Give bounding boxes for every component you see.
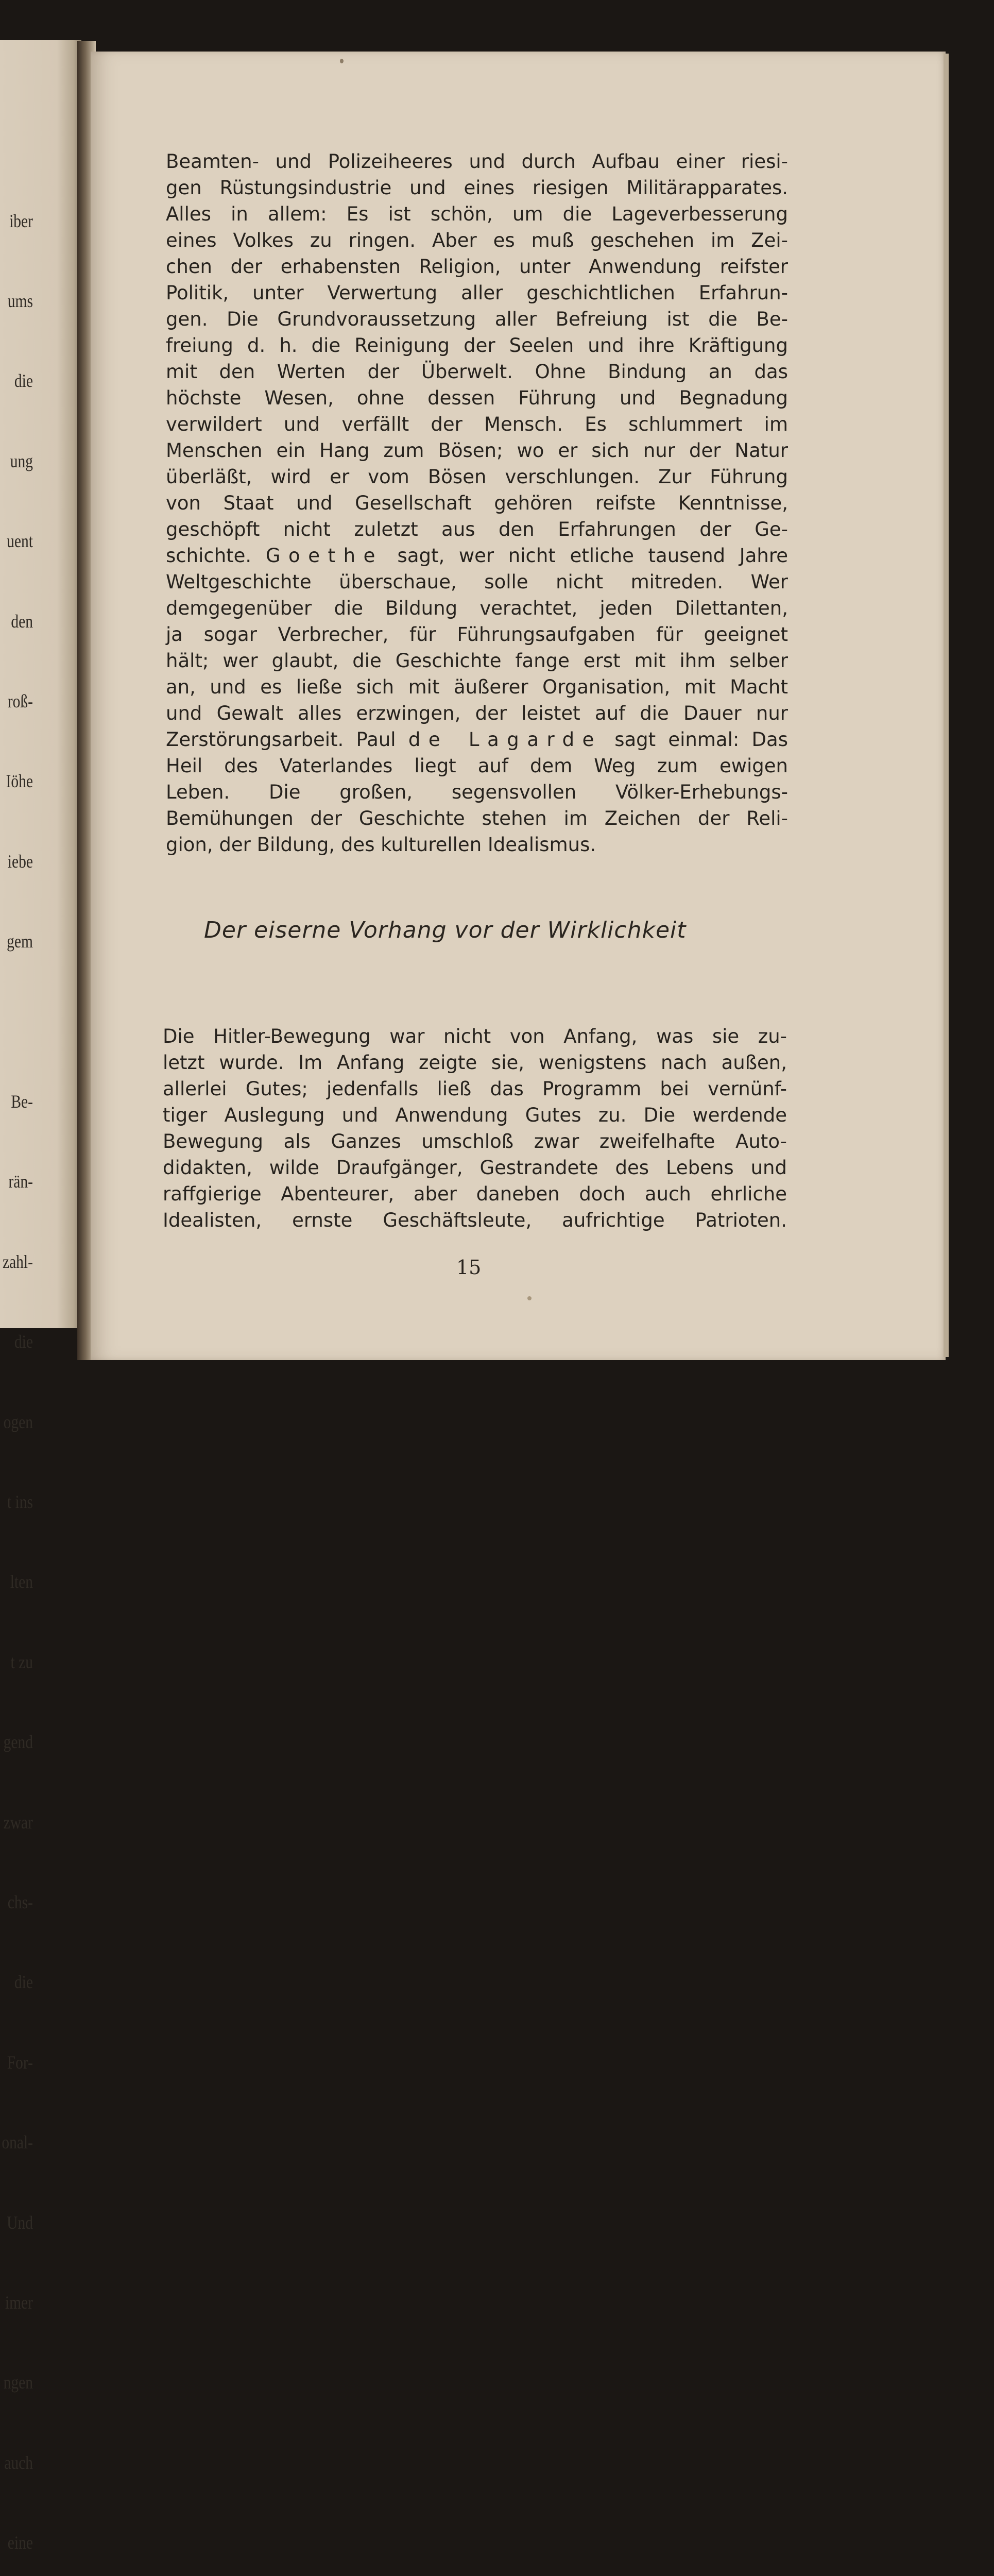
prev-fragment: die: [14, 370, 33, 392]
prev-fragment: ngen: [3, 2372, 33, 2393]
text-line: geschöpft nicht zuletzt aus den Erfahrungen der Ge-: [166, 518, 788, 540]
text-line: didakten, wilde Draufgänger, Gestrandete des Lebens und: [163, 1157, 787, 1179]
prev-fragment: eine: [7, 2532, 33, 2553]
previous-page-text: [2, 155, 33, 2576]
prev-fragment: ung: [10, 450, 33, 471]
text-line: demgegenüber die Bildung verachtet, jeden Dilettanten,: [166, 597, 788, 619]
prev-fragment: imer: [5, 2292, 33, 2313]
prev-fragment: Iöhe: [6, 771, 33, 792]
prev-fragment: die: [14, 1331, 33, 1352]
prev-fragment: roß-: [7, 690, 33, 711]
text-line: tiger Auslegung und Anwendung Gutes zu. Die werdende: [163, 1104, 787, 1126]
paper-speck: [527, 1296, 532, 1300]
line-end: sagt einmal: Das: [614, 728, 788, 751]
spaced-name-goethe: Goethe: [265, 545, 383, 567]
text-line: überläßt, wird er vom Bösen verschlungen. Zur Führung: [166, 466, 788, 488]
prev-fragment: t zu: [10, 1651, 33, 1672]
page-edge: [944, 54, 949, 1357]
book-page: [91, 52, 946, 1360]
text-line-goethe: [166, 543, 788, 569]
text-line: an, und es ließe sich mit äußerer Organisation, mit Macht: [166, 676, 788, 698]
text-line: letzt wurde. Im Anfang zeigte sie, wenigstens nach außen,: [163, 1052, 787, 1074]
prev-fragment: lten: [10, 1571, 33, 1592]
text-line: Leben. Die großen, segensvollen Völker-Erhebungs-: [166, 781, 788, 803]
prev-fragment: auch: [4, 2452, 33, 2473]
section-heading: Der eiserne Vorhang vor der Wirklichkeit: [204, 917, 687, 943]
prev-fragment: iber: [9, 210, 33, 231]
text-line: Alles in allem: Es ist schön, um die Lageverbesserung: [166, 203, 788, 225]
prev-fragment: zwar: [3, 1811, 33, 1833]
text-line: chen der erhabensten Religion, unter Anwendung reifster: [166, 256, 788, 278]
previous-page-edge: [0, 40, 81, 2553]
prev-fragment: gend: [3, 1732, 33, 1753]
prev-fragment: zahl-: [2, 1251, 33, 1272]
text-line: und Gewalt alles erzwingen, der leistet auf die Dauer nur: [166, 702, 788, 724]
prev-fragment: den: [11, 611, 33, 632]
text-line: Weltgeschichte überschaue, solle nicht mitreden. Wer: [166, 571, 788, 593]
prev-fragment: die: [14, 1972, 33, 1993]
prev-fragment: ums: [7, 290, 33, 311]
text-line: Heil des Vaterlandes liegt auf dem Weg zum ewigen: [166, 755, 788, 777]
paragraph-2: [163, 1023, 787, 1233]
text-line: Die Hitler-Bewegung war nicht von Anfang, was sie zu-: [163, 1025, 787, 1047]
text-line: Politik, unter Verwertung aller geschichtlichen Erfahrun-: [166, 282, 788, 304]
text-line-last: gion, der Bildung, des kulturellen Idealismus.: [166, 834, 596, 856]
paragraph-1: [166, 148, 788, 858]
line-start: Zerstörungsarbeit. Paul: [166, 728, 396, 751]
text-line: freiung d. h. die Reinigung der Seelen und ihre Kräftigung: [166, 334, 788, 357]
prev-fragment: gem: [7, 931, 33, 952]
paper-speck: [340, 59, 344, 63]
prev-fragment: iebe: [7, 851, 33, 872]
prev-fragment: For-: [7, 2052, 33, 2073]
prev-fragment: uent: [7, 531, 33, 552]
page-number: 15: [456, 1256, 482, 1279]
text-line: Bewegung als Ganzes umschloß zwar zweifelhafte Auto-: [163, 1130, 787, 1153]
line-end: sagt, wer nicht etliche tausend Jahre: [397, 545, 788, 567]
prev-fragment: ogen: [3, 1411, 33, 1432]
text-line: allerlei Gutes; jedenfalls ließ das Programm bei vernünf-: [163, 1078, 787, 1100]
prev-fragment: chs-: [7, 1892, 33, 1912]
text-line: gen. Die Grundvoraussetzung aller Befreiung ist die Be-: [166, 308, 788, 330]
prev-fragment: Und: [7, 2212, 33, 2233]
spaced-name-lagarde: de Lagarde: [408, 728, 602, 751]
text-line: Bemühungen der Geschichte stehen im Zeichen der Reli-: [166, 807, 788, 829]
text-line: Menschen ein Hang zum Bösen; wo er sich nur der Natur: [166, 439, 788, 462]
text-line-lagarde: [166, 726, 788, 753]
prev-fragment: t ins: [7, 1492, 33, 1513]
prev-fragment: Be-: [11, 1091, 33, 1112]
text-line: gen Rüstungsindustrie und eines riesigen Militärapparates.: [166, 177, 788, 199]
prev-fragment: rän-: [8, 1171, 33, 1192]
text-line: eines Volkes zu ringen. Aber es muß geschehen im Zei-: [166, 229, 788, 251]
text-line: hält; wer glaubt, die Geschichte fange erst mit ihm selber: [166, 650, 788, 672]
text-line: höchste Wesen, ohne dessen Führung und Begnadung: [166, 387, 788, 409]
text-line: von Staat und Gesellschaft gehören reifste Kenntnisse,: [166, 492, 788, 514]
text-line: mit den Werten der Überwelt. Ohne Bindung an das: [166, 361, 788, 383]
text-line: ja sogar Verbrecher, für Führungsaufgaben für geeignet: [166, 623, 788, 646]
text-line: Beamten- und Polizeiheeres und durch Aufbau einer riesi-: [166, 150, 788, 173]
text-line: verwildert und verfällt der Mensch. Es schlummert im: [166, 413, 788, 435]
text-line: Idealisten, ernste Geschäftsleute, aufrichtige Patrioten.: [163, 1209, 787, 1231]
line-start: schichte.: [166, 545, 252, 567]
prev-fragment: onal-: [2, 2132, 33, 2153]
text-line: raffgierige Abenteurer, aber daneben doch auch ehrliche: [163, 1183, 787, 1205]
